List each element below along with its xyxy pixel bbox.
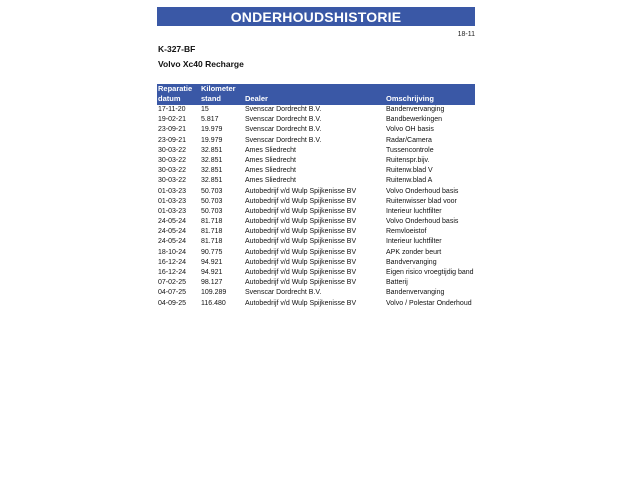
repair-date-cell: 01-03-23 bbox=[158, 197, 187, 205]
description-cell: Eigen risico vroegtijdig band bbox=[386, 269, 474, 276]
column-header-km-line2: stand bbox=[201, 94, 222, 103]
description-cell: Volvo Onderhoud basis bbox=[386, 218, 459, 226]
mileage-cell: 19.979 bbox=[201, 126, 223, 134]
repair-date-cell: 30-03-22 bbox=[158, 146, 187, 154]
mileage-cell: 19.979 bbox=[201, 136, 223, 144]
dealer-cell: Autobedrijf v/d Wulp Spijkenisse BV bbox=[245, 207, 357, 215]
mileage-cell: 81.718 bbox=[201, 238, 223, 246]
mileage-cell: 90.775 bbox=[201, 248, 223, 256]
table-row bbox=[157, 125, 475, 135]
repair-date-cell: 24-05-24 bbox=[158, 228, 187, 236]
description-cell: Remvloeistof bbox=[386, 228, 427, 236]
mileage-cell: 94.921 bbox=[201, 258, 223, 266]
table-row bbox=[157, 166, 475, 176]
dealer-cell: Ames Sliedrecht bbox=[245, 177, 296, 185]
repair-date-cell: 19-02-21 bbox=[158, 116, 187, 124]
license-plate: K-327-BF bbox=[158, 44, 196, 54]
mileage-cell: 81.718 bbox=[201, 228, 223, 236]
table-row bbox=[157, 207, 475, 217]
page-title: ONDERHOUDSHISTORIE bbox=[157, 7, 475, 26]
table-row bbox=[157, 268, 475, 278]
description-cell: Ruitenw.blad V bbox=[386, 167, 433, 175]
table-row bbox=[157, 136, 475, 146]
table-row bbox=[157, 176, 475, 186]
repair-date-cell: 30-03-22 bbox=[158, 156, 187, 164]
mileage-cell: 116.480 bbox=[201, 299, 226, 307]
dealer-cell: Svenscar Dordrecht B.V. bbox=[245, 126, 322, 134]
table-row bbox=[157, 217, 475, 227]
mileage-cell: 15 bbox=[201, 106, 209, 113]
description-cell: Tussencontrole bbox=[386, 146, 434, 154]
column-header-date-line2: datum bbox=[158, 94, 181, 103]
dealer-cell: Autobedrijf v/d Wulp Spijkenisse BV bbox=[245, 258, 357, 266]
maintenance-table-body bbox=[157, 105, 475, 309]
vehicle-model: Volvo Xc40 Recharge bbox=[158, 59, 244, 69]
table-row bbox=[157, 156, 475, 166]
description-cell: Ruitenwisser blad voor bbox=[386, 197, 457, 205]
dealer-cell: Autobedrijf v/d Wulp Spijkenisse BV bbox=[245, 279, 357, 287]
description-cell: Interieur luchtfilter bbox=[386, 238, 442, 246]
mileage-cell: 32.851 bbox=[201, 177, 223, 185]
repair-date-cell: 04-07-25 bbox=[158, 289, 187, 297]
table-row bbox=[157, 227, 475, 237]
dealer-cell: Svenscar Dordrecht B.V. bbox=[245, 106, 322, 113]
description-cell: Ruitenw.blad A bbox=[386, 177, 433, 185]
mileage-cell: 109.289 bbox=[201, 289, 227, 297]
repair-date-cell: 23-09-21 bbox=[158, 136, 187, 144]
table-header bbox=[157, 84, 475, 105]
dealer-cell: Autobedrijf v/d Wulp Spijkenisse BV bbox=[245, 187, 357, 195]
mileage-cell: 50.703 bbox=[201, 207, 223, 215]
description-cell: Radar/Camera bbox=[386, 136, 432, 144]
table-row bbox=[157, 258, 475, 268]
repair-date-cell: 30-03-22 bbox=[158, 177, 187, 185]
repair-date-cell: 04-09-25 bbox=[158, 299, 187, 307]
dealer-cell: Ames Sliedrecht bbox=[245, 167, 296, 175]
description-cell: Volvo Onderhoud basis bbox=[386, 187, 459, 195]
repair-date-cell: 18-10-24 bbox=[158, 248, 187, 256]
description-cell: Bandbewerkingen bbox=[386, 116, 443, 124]
column-header-km-line1: Kilometer bbox=[201, 84, 236, 93]
description-cell: APK zonder beurt bbox=[386, 248, 442, 256]
dealer-cell: Autobedrijf v/d Wulp Spijkenisse BV bbox=[245, 197, 357, 205]
mileage-cell: 32.851 bbox=[201, 146, 223, 154]
dealer-cell: Autobedrijf v/d Wulp Spijkenisse BV bbox=[245, 218, 357, 226]
table-row bbox=[157, 278, 475, 288]
mileage-cell: 50.703 bbox=[201, 187, 223, 195]
dealer-cell: Autobedrijf v/d Wulp Spijkenisse BV bbox=[245, 269, 357, 276]
description-cell: Volvo / Polestar Onderhoud bbox=[386, 299, 472, 307]
page-number: 18-11 bbox=[457, 31, 475, 38]
table-row bbox=[157, 197, 475, 207]
dealer-cell: Autobedrijf v/d Wulp Spijkenisse BV bbox=[245, 238, 357, 246]
mileage-cell: 50.703 bbox=[201, 197, 223, 205]
mileage-cell: 5.817 bbox=[201, 116, 219, 124]
description-cell: Interieur luchtfilter bbox=[386, 207, 442, 215]
repair-date-cell: 16-12-24 bbox=[158, 258, 187, 266]
column-header-description: Omschrijving bbox=[386, 94, 434, 103]
description-cell: Ruitenspr.bijv. bbox=[386, 156, 430, 164]
table-row bbox=[157, 288, 475, 298]
table-row bbox=[157, 105, 475, 115]
description-cell: Bandenvervanging bbox=[386, 106, 445, 113]
table-row bbox=[157, 299, 475, 309]
description-cell: Bandvervanging bbox=[386, 258, 437, 266]
description-cell: Volvo OH basis bbox=[386, 126, 434, 134]
description-cell: Batterij bbox=[386, 279, 408, 287]
dealer-cell: Autobedrijf v/d Wulp Spijkenisse BV bbox=[245, 299, 357, 307]
table-row bbox=[157, 248, 475, 258]
repair-date-cell: 07-02-25 bbox=[158, 279, 187, 287]
dealer-cell: Svenscar Dordrecht B.V. bbox=[245, 116, 322, 124]
table-row bbox=[157, 115, 475, 125]
repair-date-cell: 01-03-23 bbox=[158, 207, 187, 215]
dealer-cell: Ames Sliedrecht bbox=[245, 146, 296, 154]
column-header-dealer: Dealer bbox=[245, 94, 268, 103]
column-header-date-line1: Reparatie bbox=[158, 84, 193, 93]
mileage-cell: 32.851 bbox=[201, 156, 223, 164]
mileage-cell: 94.921 bbox=[201, 269, 223, 276]
repair-date-cell: 24-05-24 bbox=[158, 218, 187, 226]
description-cell: Bandenvervanging bbox=[386, 289, 445, 297]
dealer-cell: Svenscar Dordrecht B.V. bbox=[245, 289, 322, 297]
repair-date-cell: 24-05-24 bbox=[158, 238, 187, 246]
dealer-cell: Autobedrijf v/d Wulp Spijkenisse BV bbox=[245, 248, 357, 256]
mileage-cell: 98.127 bbox=[201, 279, 223, 287]
table-row bbox=[157, 187, 475, 197]
dealer-cell: Ames Sliedrecht bbox=[245, 156, 296, 164]
repair-date-cell: 23-09-21 bbox=[158, 126, 187, 134]
mileage-cell: 32.851 bbox=[201, 167, 223, 175]
repair-date-cell: 17-11-20 bbox=[158, 106, 186, 113]
dealer-cell: Svenscar Dordrecht B.V. bbox=[245, 136, 322, 144]
repair-date-cell: 16-12-24 bbox=[158, 269, 187, 276]
repair-date-cell: 01-03-23 bbox=[158, 187, 187, 195]
dealer-cell: Autobedrijf v/d Wulp Spijkenisse BV bbox=[245, 228, 357, 236]
repair-date-cell: 30-03-22 bbox=[158, 167, 187, 175]
mileage-cell: 81.718 bbox=[201, 218, 223, 226]
table-row bbox=[157, 146, 475, 156]
table-row bbox=[157, 237, 475, 247]
